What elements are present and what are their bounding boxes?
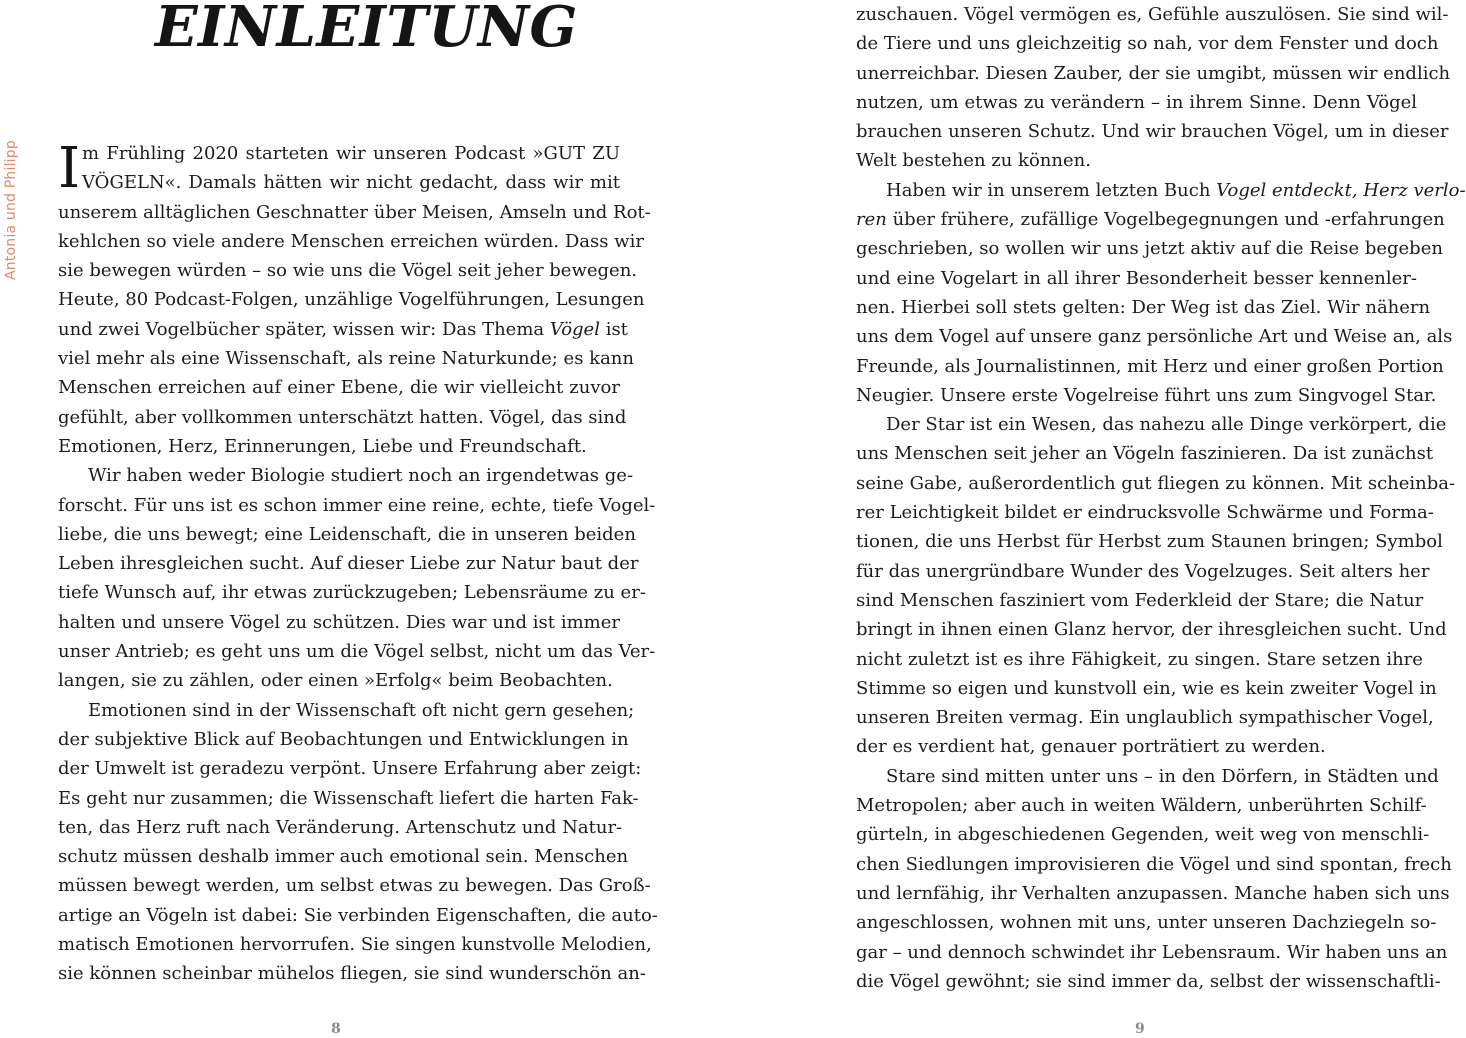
left-body-text [58, 136, 658, 989]
text-line: unserem alltäglichen Geschnatter über Meisen, Amseln und Rot- [58, 201, 651, 223]
text-line: chen Siedlungen improvisieren die Vögel und sind spontan, frech [856, 853, 1452, 875]
text-line: Es geht nur zusammen; die Wissenschaft liefert die harten Fak- [58, 787, 639, 809]
text-line: m Frühling 2020 starteten wir unseren Podcast »GUT ZU [82, 143, 620, 164]
text-line: Leben ihresgleichen sucht. Auf dieser Liebe zur Natur baut der [58, 553, 639, 575]
text-line: Emotionen, Herz, Erinnerungen, Liebe und Freundschaft. [58, 435, 587, 457]
text-line: und zwei Vogelbücher später, wissen wir: Das Thema Vögel ist [58, 318, 628, 340]
text-line: zuschauen. Vögel vermögen es, Gefühle auszulösen. Sie sind wil- [856, 4, 1449, 25]
text-line: de Tiere und uns gleichzeitig so nah, vor dem Fenster und doch [856, 33, 1439, 55]
text-line: ten, das Herz ruft nach Veränderung. Artenschutz und Natur- [58, 816, 623, 838]
text-line: forscht. Für uns ist es schon immer eine reine, echte, tiefe Vogel- [58, 494, 656, 516]
text-line: seine Gabe, außerordentlich gut fliegen zu können. Mit scheinba- [856, 472, 1456, 494]
text-line: brauchen unseren Schutz. Und wir brauchen Vögel, um in dieser [856, 121, 1449, 143]
page-number-left: 8 [331, 1021, 341, 1037]
text-line: geschrieben, so wollen wir uns jetzt aktiv auf die Reise begeben [856, 238, 1443, 260]
text-line: Neugier. Unsere erste Vogelreise führt uns zum Singvogel Star. [856, 384, 1437, 406]
text-line: ren über frühere, zufällige Vogelbegegnungen und -erfahrungen [856, 209, 1445, 231]
text-line: rer Leichtigkeit bildet er eindrucksvolle Schwärme und Forma- [856, 502, 1434, 524]
text-line: unerreichbar. Diesen Zauber, der sie umgibt, müssen wir endlich [856, 62, 1451, 84]
text-line: artige an Vögeln ist dabei: Sie verbinden Eigenschaften, die auto- [58, 904, 658, 926]
text-line: unseren Breiten vermag. Ein unglaublich sympathischer Vogel, [856, 707, 1434, 729]
text-line: kehlchen so viele andere Menschen erreichen würden. Dass wir [58, 230, 644, 252]
text-line: gefühlt, aber vollkommen unterschätzt hatten. Vögel, das sind [58, 406, 627, 428]
text-line: Welt bestehen zu können. [856, 150, 1091, 172]
text-line: angeschlossen, wohnen mit uns, unter unseren Dachziegeln so- [856, 912, 1437, 934]
text-line: gürteln, in abgeschiedenen Gegenden, weit weg von menschli- [856, 824, 1430, 846]
text-line: nicht zuletzt ist es ihre Fähigkeit, zu singen. Stare setzen ihre [856, 648, 1423, 670]
text-line: langen, sie zu zählen, oder einen »Erfolg« beim Beobachten. [58, 670, 613, 692]
page-number-right: 9 [1135, 1021, 1145, 1037]
text-line: Metropolen; aber auch in weiten Wäldern, unberührten Schilf- [856, 795, 1427, 817]
right-page [708, 0, 1466, 1038]
text-line: unser Antrieb; es geht uns um die Vögel selbst, nicht um das Ver- [58, 641, 656, 663]
text-line: Stare sind mitten unter uns – in den Dörfern, in Städten und [886, 765, 1439, 787]
text-line: Haben wir in unserem letzten Buch Vogel entdeckt, Herz verlo- [886, 179, 1466, 201]
text-line: Wir haben weder Biologie studiert noch an irgendetwas ge- [88, 465, 634, 487]
text-line: und eine Vogelart in all ihrer Besonderheit besser kennenler- [856, 267, 1417, 289]
text-line: matisch Emotionen hervorrufen. Sie singen kunstvolle Melodien, [58, 934, 652, 956]
text-line: tiefe Wunsch auf, ihr etwas zurückzugeben; Lebensräume zu er- [58, 582, 646, 604]
text-line: müssen bewegt werden, um selbst etwas zu bewegen. Das Groß- [58, 875, 651, 897]
text-line: uns Menschen seit jeher an Vögeln faszinieren. Da ist zunächst [856, 443, 1434, 465]
text-line: bringt in ihnen einen Glanz hervor, der ihresgleichen sucht. Und [856, 619, 1447, 641]
chapter-title: EINLEITUNG [155, 0, 578, 60]
text-line: die Vögel gewöhnt; sie sind immer da, selbst der wissenschaftli- [856, 970, 1441, 992]
text-line: Stimme so eigen und kunstvoll ein, wie es kein zweiter Vogel in [856, 677, 1437, 699]
text-line: liebe, die uns bewegt; eine Leidenschaft, die in unseren beiden [58, 523, 636, 545]
text-line: der es verdient hat, genauer porträtiert zu werden. [856, 736, 1326, 758]
text-line: Freunde, als Journalistinnen, mit Herz und einer großen Portion [856, 355, 1444, 377]
text-line: halten und unsere Vögel zu schützen. Dies war und ist immer [58, 611, 620, 633]
text-line: schutz müssen deshalb immer auch emotional sein. Menschen [58, 846, 629, 868]
text-line: sie können scheinbar mühelos fliegen, sie sind wunderschön an- [58, 963, 646, 985]
text-line: viel mehr als eine Wissenschaft, als reine Naturkunde; es kann [58, 348, 634, 370]
text-line: Emotionen sind in der Wissenschaft oft nicht gern gesehen; [88, 699, 635, 721]
drop-cap: I [58, 136, 81, 201]
text-line: Menschen erreichen auf einer Ebene, die wir vielleicht zuvor [58, 377, 620, 399]
text-line: der subjektive Blick auf Beobachtungen und Entwicklungen in [58, 728, 629, 750]
text-line: nutzen, um etwas zu verändern – in ihrem Sinne. Denn Vögel [856, 91, 1417, 113]
text-line: gar – und dennoch schwindet ihr Lebensraum. Wir haben uns an [856, 941, 1448, 963]
text-line: der Umwelt ist geradezu verpönt. Unsere Erfahrung aber zeigt: [58, 758, 642, 780]
text-line: sie bewegen würden – so wie uns die Vögel seit jeher bewegen. [58, 260, 638, 282]
text-line: Heute, 80 Podcast-Folgen, unzählige Vogelführungen, Lesungen [58, 289, 645, 311]
text-line: uns dem Vogel auf unsere ganz persönliche Art und Weise an, als [856, 326, 1453, 348]
right-body-text [856, 0, 1466, 996]
text-line: nen. Hierbei soll stets gelten: Der Weg ist das Ziel. Wir nähern [856, 296, 1431, 318]
text-line: Der Star ist ein Wesen, das nahezu alle Dinge verkörpert, die [886, 414, 1447, 436]
text-line: für das unergründbare Wunder des Vogelzuges. Seit alters her [856, 560, 1430, 582]
running-head-authors: Antonia und Philipp [3, 140, 19, 280]
text-line: und lernfähig, ihr Verhalten anzupassen. Manche haben sich uns [856, 882, 1450, 904]
text-line: VÖGELN«. Damals hätten wir nicht gedacht, dass wir mit [82, 172, 620, 194]
left-page [0, 0, 700, 1038]
text-line: sind Menschen fasziniert vom Federkleid der Stare; die Natur [856, 589, 1424, 611]
text-line: tionen, die uns Herbst für Herbst zum Staunen bringen; Symbol [856, 531, 1443, 553]
